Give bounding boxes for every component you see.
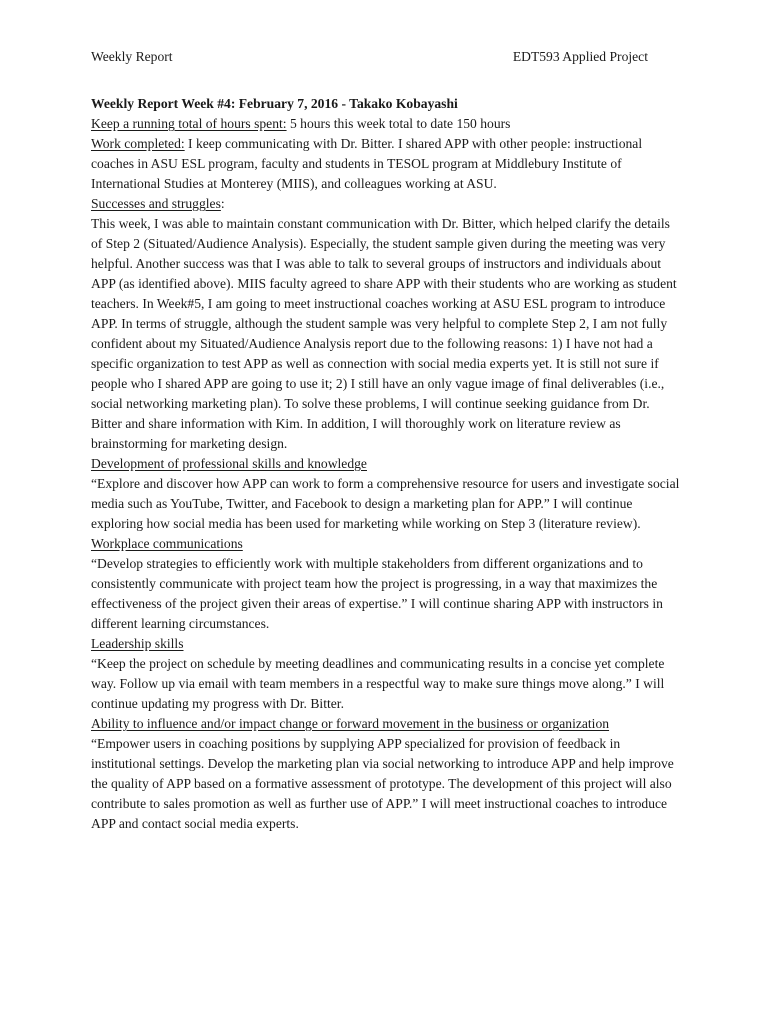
section-heading-label: Leadership skills	[91, 636, 184, 651]
hours-text: 5 hours this week total to date 150 hours	[286, 116, 511, 131]
work-completed-text: I keep communicating with Dr. Bitter. I shared APP with other people: instructional coaches in ASU ESL program, faculty and students in TESOL program at Middlebury Institute of International Studies at Monterey (MIIS), and colleagues working at ASU.	[91, 136, 643, 191]
report-title: Weekly Report Week #4: February 7, 2016 - Takako Kobayashi	[91, 96, 458, 111]
successes-heading	[91, 194, 681, 214]
influence-change-heading	[91, 714, 681, 734]
section-heading-label: Development of professional skills and knowledge	[91, 456, 367, 471]
section-heading-label: Ability to influence and/or impact change or forward movement in the business or organization	[91, 716, 610, 731]
header-right: EDT593 Applied Project	[512, 49, 648, 64]
workplace-communications-heading	[91, 534, 681, 554]
hours-label: Keep a running total of hours spent:	[91, 116, 287, 131]
workplace-communications-body: “Develop strategies to efficiently work with multiple stakeholders from different organizations and to consistently communicate with project team how the project is progressing, in a way that maximizes the effectiveness of the project given their areas of expertise.” I will continue sharing APP with instructors in different learning circumstances.	[91, 556, 663, 631]
professional-skills-body: “Explore and discover how APP can work to form a comprehensive resource for users and investigate social media such as YouTube, Twitter, and Facebook to design a marketing plan for APP.” I will continue exploring how social media has been used for marketing while working on Step 3 (literature review).	[91, 476, 680, 531]
section-heading-label: Workplace communications	[91, 536, 243, 551]
leadership-skills-heading	[91, 634, 681, 654]
section-heading-suffix: :	[220, 196, 225, 211]
hours-line	[91, 114, 681, 134]
header-left: Weekly Report	[91, 49, 173, 64]
professional-skills-heading	[91, 454, 681, 474]
running-header	[91, 47, 648, 67]
work-completed-label: Work completed:	[91, 136, 185, 151]
leadership-skills-body: “Keep the project on schedule by meeting deadlines and communicating results in a concise yet complete way. Follow up via email with team members in a respectful way to make sure things move along.” I will continue updating my progress with Dr. Bitter.	[91, 656, 665, 711]
report-body	[91, 94, 681, 834]
influence-change-body: “Empower users in coaching positions by supplying APP specialized for provision of feedback in institutional settings. Develop the marketing plan via social networking to introduce APP and help improve the quality of APP based on a formative assessment of prototype. The development of this project will also contribute to sales promotion as well as further use of APP.” I will meet instructional coaches to introduce APP and contact social media experts.	[91, 736, 674, 831]
section-heading-label: Successes and struggles	[91, 196, 221, 211]
successes-body: This week, I was able to maintain constant communication with Dr. Bitter, which helped clarify the details of Step 2 (Situated/Audience Analysis). Especially, the student sample given during the meeting was very helpful. Another success was that I was able to talk to several groups of instructors and individuals about APP (as identified above). MIIS faculty agreed to share APP with their students who are working as student teachers. In Week#5, I am going to meet instructional coaches working at ASU ESL program to introduce APP. In terms of struggle, although the student sample was very helpful to complete Step 2, I am not fully confident about my Situated/Audience Analysis report due to the following reasons: 1) I have not had a specific organization to test APP as well as connection with social media experts yet. It is still not sure if people who I shared APP are going to use it; 2) I still have an only vague image of final deliverables (i.e., social networking marketing plan). To solve these problems, I will continue seeking guidance from Dr. Bitter and share information with Kim. In addition, I will thoroughly work on literature review as brainstorming for marketing design.	[91, 216, 677, 451]
work-completed-paragraph	[91, 134, 681, 194]
